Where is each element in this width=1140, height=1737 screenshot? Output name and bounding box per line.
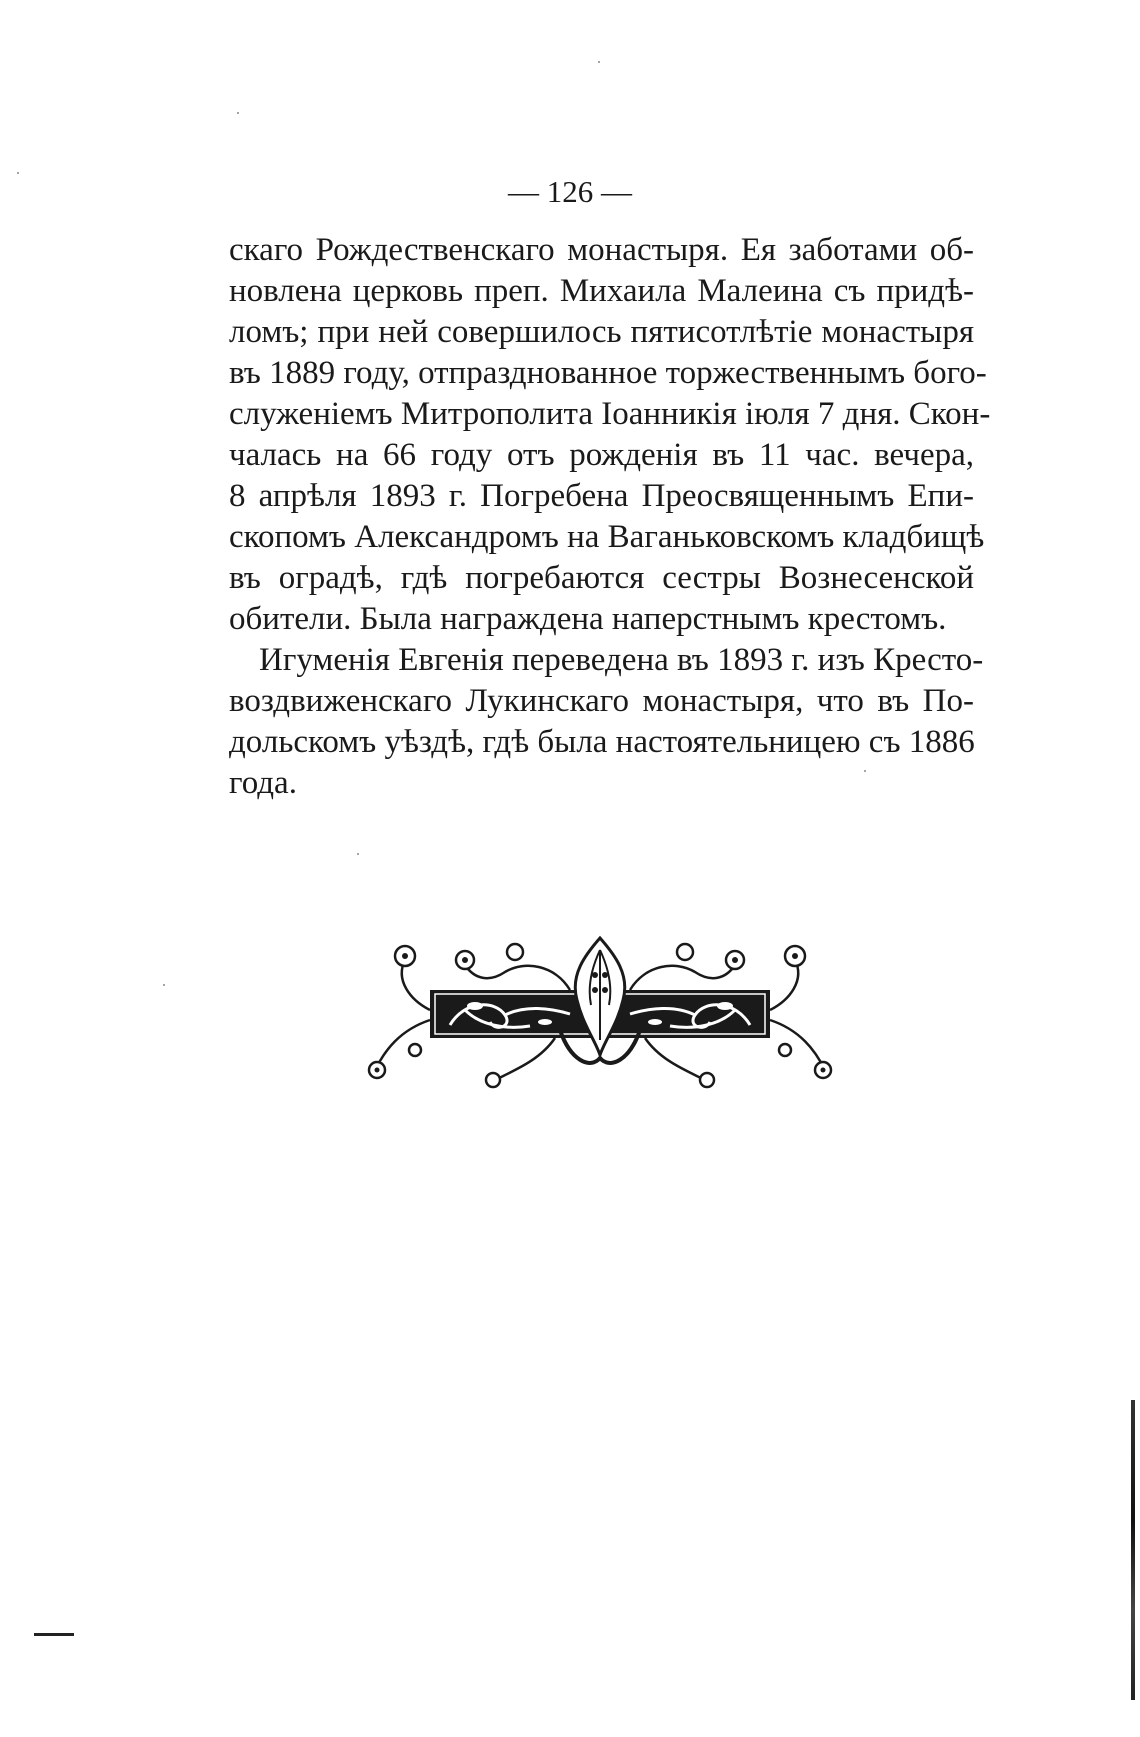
text-line: обители. Была награждена наперстнымъ крестомъ.: [229, 601, 947, 637]
scan-speck: [864, 770, 866, 772]
scan-edge-mark: [34, 1633, 74, 1636]
text-line: дольскомъ уѣздѣ, гдѣ была настоятельницею съ 1886: [229, 724, 975, 760]
text-line: скопомъ Александромъ на Ваганьковскомъ кладбищѣ: [229, 519, 985, 555]
text-line: ломъ; при ней совершилось пятисотлѣтіе монастыря: [229, 314, 974, 350]
paragraph-2: [229, 640, 984, 804]
scan-speck: [357, 853, 359, 855]
scan-speck: [598, 61, 600, 63]
scan-speck: [237, 112, 239, 114]
scan-speck: [163, 984, 165, 986]
text-line: въ 1889 году, отпразднованное торжественнымъ бого-: [229, 355, 987, 391]
text-line: скаго Рождественскаго монастыря. Ея заботами об-: [229, 232, 974, 268]
text-line: Игуменія Евгенія переведена въ 1893 г. изъ Кресто-: [259, 642, 984, 678]
text-line: воздвиженскаго Лукинскаго монастыря, что въ По-: [229, 683, 974, 719]
body-text: [229, 230, 991, 804]
paragraph-1: [229, 230, 991, 640]
scan-edge-mark: [1131, 1400, 1135, 1700]
text-line: чалась на 66 году отъ рожденія въ 11 час. вечера,: [229, 437, 974, 473]
text-line: 8 апрѣля 1893 г. Погребена Преосвященнымъ Епи-: [229, 478, 974, 514]
text-line: года.: [229, 765, 297, 801]
floral-tailpiece-ornament-icon: [355, 930, 845, 1100]
text-line: въ оградѣ, гдѣ погребаются сестры Вознесенской: [229, 560, 974, 596]
text-line: новлена церковь преп. Михаила Малеина съ придѣ-: [229, 273, 974, 309]
scan-speck: [17, 172, 19, 174]
page-number: — 126 —: [508, 174, 632, 209]
text-line: служеніемъ Митрополита Іоанникія іюля 7 дня. Скон-: [229, 396, 991, 432]
